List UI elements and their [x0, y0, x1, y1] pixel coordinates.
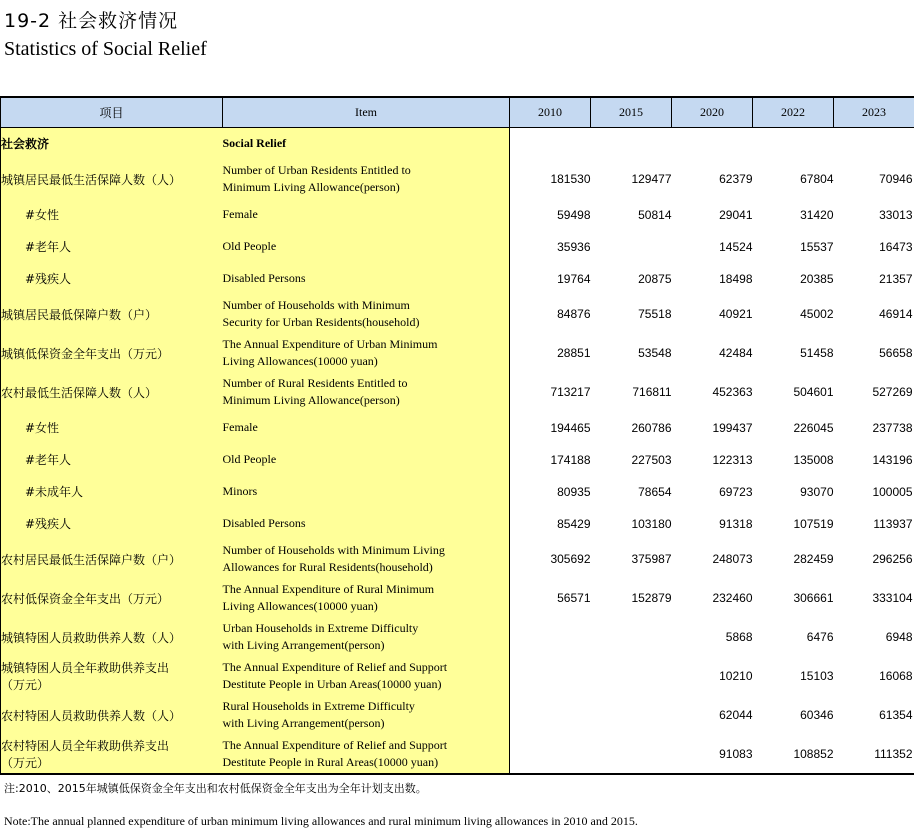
cell-value: 135008: [793, 452, 834, 467]
header-item-cn: 项目: [1, 97, 223, 128]
table-row: [1, 412, 914, 444]
cell-value: 85429: [557, 516, 591, 531]
row-label-en: Number of Rural Residents Entitled to Minimum Living Allowance(person): [223, 373, 510, 412]
header-item-en: Item: [223, 97, 510, 128]
cell-value: 56658: [879, 346, 913, 360]
cell-value: 51458: [800, 346, 834, 360]
cell-value: 15103: [800, 669, 834, 683]
cell-value: 20875: [638, 271, 672, 286]
table-row: [1, 444, 914, 476]
page-title-cn: 19-2 社会救济情况: [4, 10, 179, 32]
cell-value: 20385: [800, 271, 834, 286]
cell-value: 16068: [879, 669, 913, 683]
table-row: [1, 295, 914, 334]
table-row: [1, 696, 914, 735]
cell-value: 33013: [879, 207, 913, 222]
cell-value: 61354: [879, 708, 913, 722]
cell-value: 91318: [719, 516, 753, 531]
cell-value: 46914: [879, 307, 913, 321]
header-year: 2022: [753, 97, 834, 128]
row-label-cn: 农村居民最低生活保障户数（户）: [1, 540, 223, 579]
cell-value: 62379: [719, 172, 753, 186]
table-row: [1, 476, 914, 508]
row-label-en: The Annual Expenditure of Relief and Support Destitute People in Rural Areas(10000 yuan): [223, 735, 510, 774]
cell-value: 19764: [557, 271, 591, 286]
cell-value: 527269: [872, 385, 913, 399]
table-row: [1, 199, 914, 231]
row-label-cn: 农村特困人员全年救助供养支出 （万元）: [1, 735, 223, 774]
cell-value: 305692: [550, 552, 591, 566]
cell-value: 53548: [638, 346, 672, 360]
cell-value: 194465: [550, 420, 591, 435]
row-label-en: Number of Households with Minimum Living Allowances for Rural Residents(household): [223, 540, 510, 579]
cell-value: 226045: [793, 420, 834, 435]
cell-value: 713217: [550, 385, 591, 399]
row-label-en: Disabled Persons: [223, 263, 510, 295]
cell-value: 15537: [800, 239, 834, 254]
cell-value: 56571: [557, 591, 591, 605]
cell-value: [510, 657, 591, 696]
row-label-en: The Annual Expenditure of Relief and Support Destitute People in Urban Areas(10000 yuan): [223, 657, 510, 696]
cell-value: 100005: [872, 484, 913, 499]
header-row: [1, 97, 914, 128]
cell-value: [591, 735, 672, 774]
cell-value: 113937: [873, 516, 913, 531]
row-label-cn: #老年人: [1, 231, 223, 263]
cell-value: 375987: [631, 552, 672, 566]
row-label-en: Number of Urban Residents Entitled to Minimum Living Allowance(person): [223, 160, 510, 199]
table-row: [1, 160, 914, 199]
cell-value: [591, 618, 672, 657]
cell-value: 227503: [631, 452, 672, 467]
cell-value: 716811: [632, 385, 672, 399]
cell-value: 14524: [719, 239, 753, 254]
cell-value: 237738: [872, 420, 913, 435]
table-row: [1, 231, 914, 263]
cell-value: 504601: [793, 385, 834, 399]
header-year: 2023: [834, 97, 914, 128]
cell-value: [591, 657, 672, 696]
cell-value: 143196: [872, 452, 913, 467]
row-label-en: Old People: [223, 231, 510, 263]
header-year: 2015: [591, 97, 672, 128]
cell-value: 452363: [712, 385, 753, 399]
row-label-cn: 农村特困人员救助供养人数（人）: [1, 696, 223, 735]
statistics-table: [0, 96, 914, 775]
note-cn: 注:2010、2015年城镇低保资金全年支出和农村低保资金全年支出为全年计划支出数。: [4, 782, 427, 795]
table-row: [1, 657, 914, 696]
cell-value: 31420: [800, 207, 834, 222]
row-label-en: Female: [223, 412, 510, 444]
cell-value: 129477: [631, 172, 672, 186]
cell-value: 67804: [800, 172, 834, 186]
row-label-cn: #老年人: [1, 444, 223, 476]
header-year: 2010: [510, 97, 591, 128]
row-label-en: Old People: [223, 444, 510, 476]
row-label-cn: 城镇特困人员救助供养人数（人）: [1, 618, 223, 657]
cell-value: 333104: [872, 591, 913, 605]
cell-value: 107519: [793, 516, 834, 531]
cell-value: 103180: [631, 516, 672, 531]
row-label-en: Female: [223, 199, 510, 231]
cell-value: 306661: [793, 591, 834, 605]
cell-value: 18498: [719, 271, 753, 286]
cell-value: 40921: [719, 307, 753, 321]
cell-value: 91083: [672, 735, 753, 774]
cell-value: 181530: [550, 172, 591, 186]
cell-value: 28851: [557, 346, 591, 360]
row-label-en: The Annual Expenditure of Rural Minimum Living Allowances(10000 yuan): [223, 579, 510, 618]
cell-value: 296256: [872, 552, 913, 566]
group-row: [1, 128, 914, 160]
cell-value: 111352: [834, 735, 914, 774]
cell-value: 248073: [712, 552, 753, 566]
row-label-cn: #女性: [1, 199, 223, 231]
row-label-cn: #残疾人: [1, 508, 223, 540]
cell-value: 75518: [638, 307, 672, 321]
group-label-cn: 社会救济: [1, 128, 223, 160]
row-label-cn: 城镇居民最低生活保障人数（人）: [1, 160, 223, 199]
cell-value: [510, 735, 591, 774]
row-label-cn: 农村低保资金全年支出（万元）: [1, 579, 223, 618]
cell-value: 50814: [638, 207, 672, 222]
page-title-en: Statistics of Social Relief: [4, 38, 207, 60]
group-label-en: Social Relief: [223, 128, 510, 160]
cell-value: 260786: [631, 420, 672, 435]
cell-value: 174188: [550, 452, 591, 467]
header-year: 2020: [672, 97, 753, 128]
cell-value: 80935: [557, 484, 591, 499]
table-row: [1, 618, 914, 657]
row-label-cn: #未成年人: [1, 476, 223, 508]
row-label-cn: 城镇居民最低保障户数（户）: [1, 295, 223, 334]
cell-value: 78654: [638, 484, 672, 499]
row-label-cn: #女性: [1, 412, 223, 444]
cell-value: 70946: [879, 172, 913, 186]
row-label-en: Minors: [223, 476, 510, 508]
cell-value: 6476: [806, 630, 834, 644]
table-row: [1, 263, 914, 295]
cell-value: 29041: [719, 207, 753, 222]
cell-value: 45002: [800, 307, 834, 321]
table-row: [1, 540, 914, 579]
cell-value: 42484: [719, 346, 753, 360]
row-label-cn: 城镇特困人员全年救助供养支出 （万元）: [1, 657, 223, 696]
cell-value: 62044: [719, 708, 753, 722]
note-en: Note:The annual planned expenditure of urban minimum living allowances and rural minimum living allowances in 2010 and 2015.: [4, 814, 638, 828]
cell-value: 69723: [719, 484, 753, 499]
cell-value: 10210: [719, 669, 753, 683]
table-row: [1, 579, 914, 618]
cell-value: [591, 696, 672, 735]
cell-value: 5868: [725, 630, 753, 644]
table-row: [1, 334, 914, 373]
row-label-en: Urban Households in Extreme Difficulty with Living Arrangement(person): [223, 618, 510, 657]
cell-value: [510, 618, 591, 657]
row-label-cn: #残疾人: [1, 263, 223, 295]
cell-value: [510, 696, 591, 735]
row-label-en: Disabled Persons: [223, 508, 510, 540]
cell-value: 108852: [753, 735, 834, 774]
cell-value: 93070: [800, 484, 834, 499]
row-label-en: The Annual Expenditure of Urban Minimum Living Allowances(10000 yuan): [223, 334, 510, 373]
cell-value: 282459: [793, 552, 834, 566]
cell-value: 16473: [879, 239, 913, 254]
cell-value: 152879: [631, 591, 672, 605]
cell-value: 122313: [712, 452, 753, 467]
row-label-cn: 城镇低保资金全年支出（万元）: [1, 334, 223, 373]
cell-value: 60346: [800, 708, 834, 722]
cell-value: 59498: [557, 207, 591, 222]
row-label-en: Rural Households in Extreme Difficulty with Living Arrangement(person): [223, 696, 510, 735]
cell-value: 6948: [885, 630, 913, 644]
cell-value: 35936: [557, 239, 591, 254]
cell-value: 199437: [712, 420, 753, 435]
table-row: [1, 508, 914, 540]
cell-value: 21357: [879, 271, 913, 286]
cell-value: 232460: [712, 591, 753, 605]
cell-value: [591, 231, 672, 263]
table-row: [1, 735, 914, 774]
row-label-cn: 农村最低生活保障人数（人）: [1, 373, 223, 412]
cell-value: 84876: [557, 307, 591, 321]
table-row: [1, 373, 914, 412]
row-label-en: Number of Households with Minimum Security for Urban Residents(household): [223, 295, 510, 334]
